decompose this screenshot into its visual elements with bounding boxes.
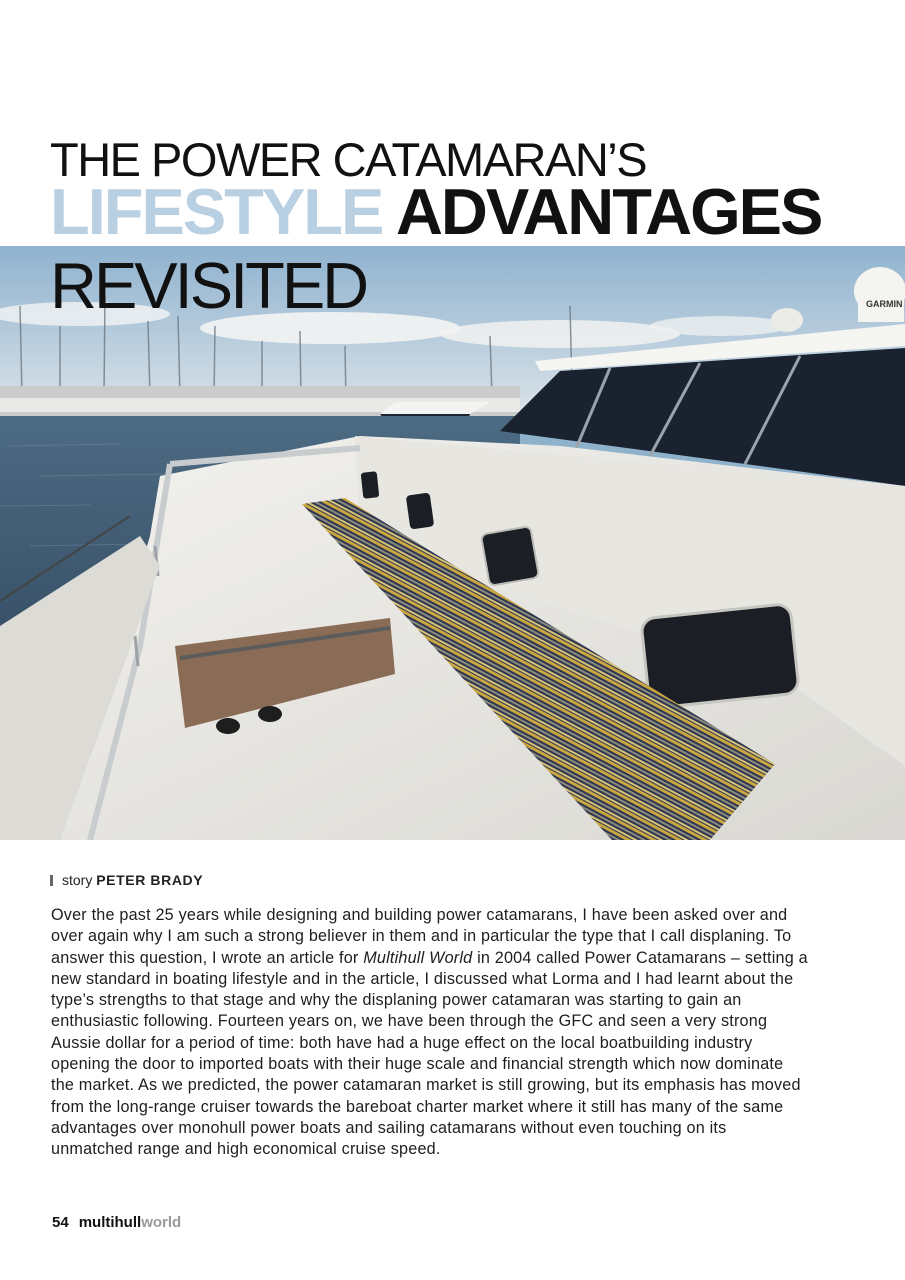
magazine-logo-bold: multihull [78,1214,142,1231]
headline-bold-word: ADVANTAGES [395,175,822,248]
garmin-logo-text: GARMIN [866,299,903,309]
hero-photo [0,246,905,840]
headline-line-1: THE POWER CATAMARAN’S [50,133,647,186]
byline-prefix: story [62,872,93,888]
headline-line-3: REVISITED [50,249,367,322]
catamaran-deck-illustration [0,246,905,840]
headline-line-2 [50,176,821,248]
headline-highlight-word: LIFESTYLE [50,175,383,248]
article-body [51,905,811,1161]
author-name: PETER BRADY [96,872,204,888]
byline [50,871,203,889]
magazine-name: Multihull World [363,948,473,967]
page-footer [52,1213,181,1233]
magazine-logo-light: world [141,1214,182,1231]
body-part-1: Over the past 25 years while designing and building power catamarans, I have been asked over and over again why I am such a strong believer in them and in particular the type that I call displaning. To answer this question, I wrote an article for [51,906,792,967]
body-part-2: in 2004 called Power Catamarans – setting a new standard in boating lifestyle and in the article, I discussed what Lorma and I had learnt about the type’s strengths to that stage and why the displaning power catamaran was starting to gain an enthusiastic following. Fourteen years on, we have been through the GFC and seen a very strong Aussie dollar for a period of time: both have had a huge effect on the local boatbuilding industry opening the door to imported boats with their huge scale and financial strength which now dominate the market. As we predicted, the power catamaran market is still growing, but its emphasis has moved from the long-range cruiser towards the bareboat charter market where it still has many of the same advantages over monohull power boats and sailing catamarans without even touching on its unmatched range and high economical cruise speed. [51,948,808,1159]
byline-marker [50,875,53,886]
page-number: 54 [52,1214,69,1231]
